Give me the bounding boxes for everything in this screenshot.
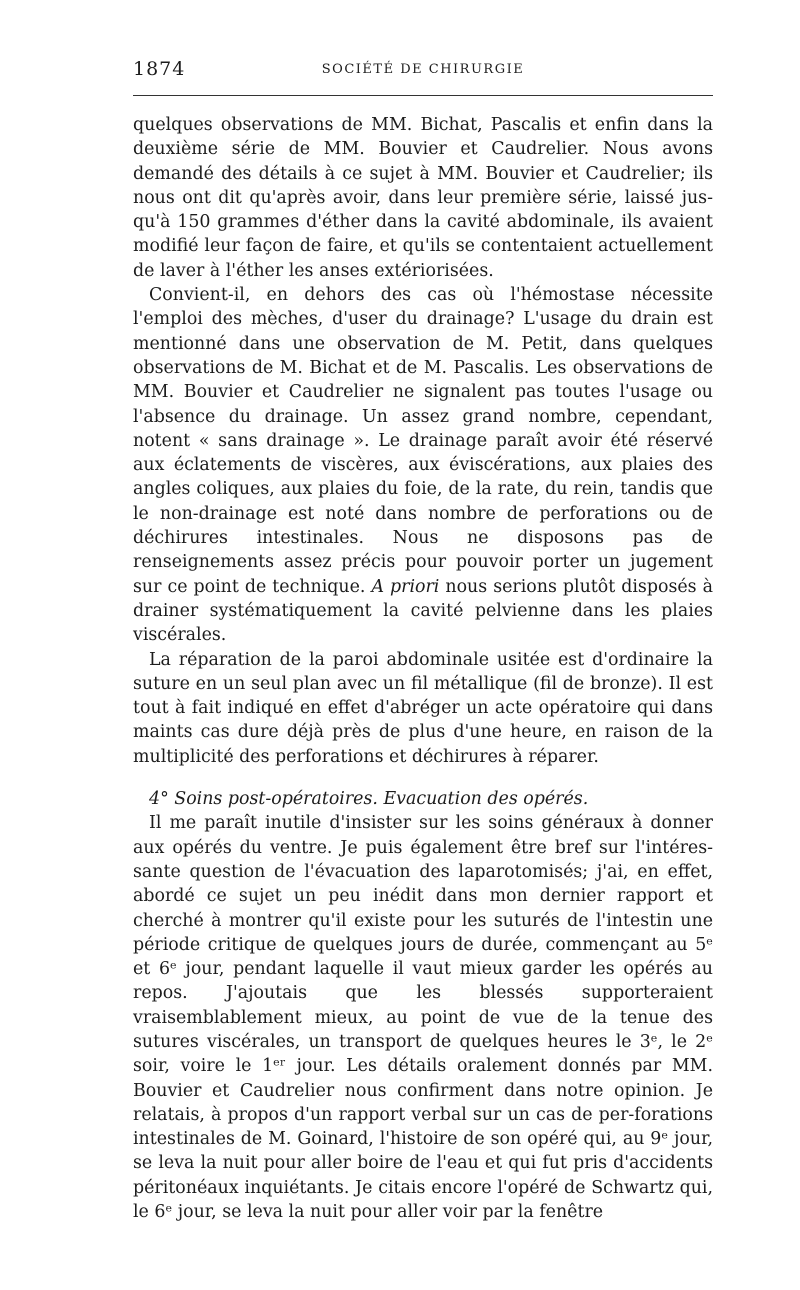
page-number: 1874 <box>133 58 186 80</box>
header-rule <box>133 95 713 96</box>
section-heading: 4° Soins post-opératoires. Evacuation des opérés. <box>149 789 589 810</box>
running-head: SOCIÉTÉ DE CHIRURGIE <box>321 62 525 77</box>
drainage-text-start: Convient-il, en dehors des cas où l'hémostase nécessite l'emploi des mèches, d'user du drainage? L'usage du drain est mentionné dans une observation de M. Petit, dans quelques observations de M. Bichat et de M. Pascalis. Les observations de MM. Bouvier et Caudrelier ne signalent pas toutes l'usage ou l'absence du drainage. Un assez grand nombre, cependant, notent « sans drainage ». Le drainage paraît avoir été réservé aux éclatements de viscères, aux éviscérations, aux plaies des angles coliques, aux plaies du foie, de la rate, du rein, tandis que le non-drainage est noté dans nombre de perforations ou de déchirures intestinales. Nous ne disposons pas de renseignements assez précis pour pouvoir porter un jugement sur ce point de technique. <box>133 285 713 597</box>
document-page <box>133 58 713 1224</box>
paragraph-drainage <box>133 283 713 647</box>
paragraph-post-op: Il me paraît inutile d'insister sur les soins généraux à donner aux opérés du ventre. Je puis également être bref sur l'intéres-sante question de l'évacuation des laparotomisés; j'ai, en effet, abordé ce sujet un peu inédit dans mon dernier rapport et cherché à montrer qu'il existe pour les suturés de l'intestin une période critique de quelques jours de durée, commençant au 5ᵉ et 6ᵉ jour, pendant laquelle il vaut mieux garder les opérés au repos. J'ajoutais que les blessés supporteraient vraisemblablement mieux, au point de vue de la tenue des sutures viscérales, un transport de quelques heures le 3ᵉ, le 2ᵉ soir, voire le 1ᵉʳ jour. Les détails oralement donnés par MM. Bouvier et Caudrelier nous confirment dans notre opinion. Je relatais, à propos d'un rapport verbal sur un cas de per-forations intestinales de M. Goinard, l'histoire de son opéré qui, au 9ᵉ jour, se leva la nuit pour aller boire de l'eau et qui fut pris d'accidents péritonéaux inquiétants. Je citais encore l'opéré de Schwartz qui, le 6ᵉ jour, se leva la nuit pour aller voir par la fenêtre <box>133 813 713 1223</box>
paragraph-ether: quelques observations de MM. Bichat, Pascalis et enfin dans la deuxième série de MM. Bouvier et Caudrelier. Nous avons demandé des détails à ce sujet à MM. Bouvier et Caudrelier; ils nous ont dit qu'après avoir, dans leur première série, laissé jus-qu'à 150 grammes d'éther dans la cavité abdominale, ils avaient modifié leur façon de faire, et qu'ils se contentaient actuellement de laver à l'éther les anses extériorisées. <box>133 115 713 281</box>
drainage-text-end: nous serions plutôt disposés à drainer systématiquement la cavité pelvienne dans les plaies viscérales. <box>133 576 713 646</box>
page-header <box>133 58 713 84</box>
paragraph-suture: La réparation de la paroi abdominale usitée est d'ordinaire la suture en un seul plan avec un fil métallique (fil de bronze). Il est tout à fait indiqué en effet d'abréger un acte opératoire qui dans maints cas dure déjà près de plus d'une heure, en raison de la multiplicité des perforations et déchirures à réparer. <box>133 649 713 767</box>
a-priori-italic: A priori <box>371 576 440 597</box>
